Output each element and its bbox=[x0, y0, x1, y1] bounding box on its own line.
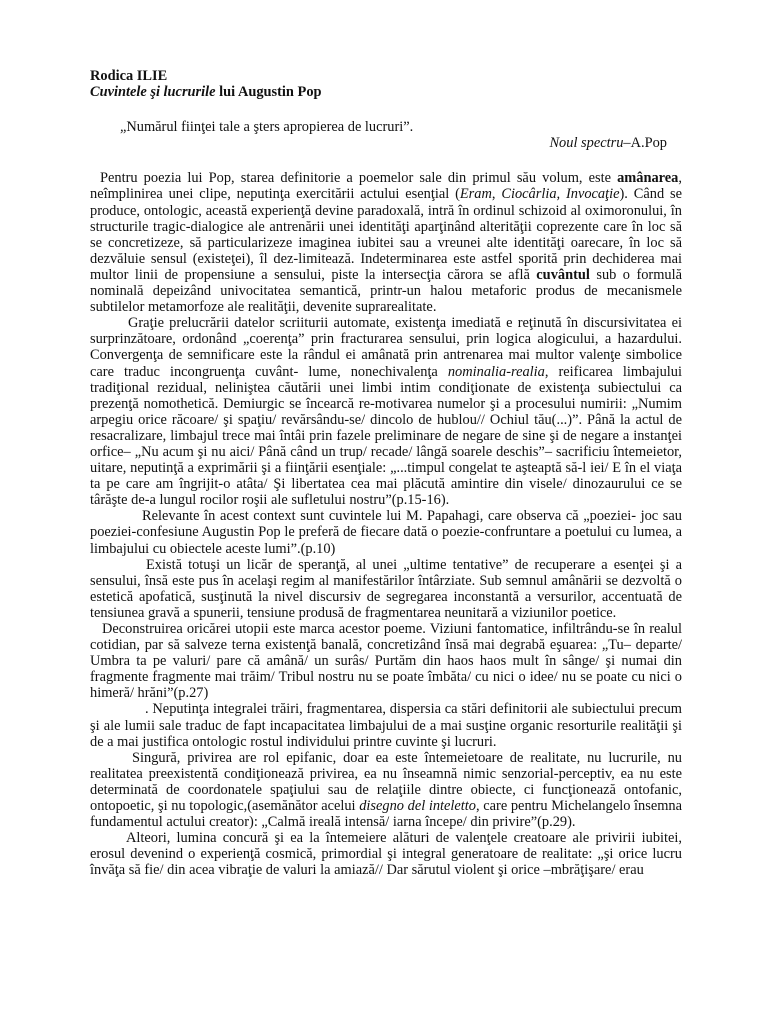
text-run: sub o formulă nominală depeizând univocitatea semantică, printr-un halou metaforic produs de mecanismele subtilelor metamorfoze ale realităţii, devenite suprarealitate. bbox=[90, 266, 682, 316]
motto-source-title: Noul spectru bbox=[549, 135, 624, 152]
text-run: ). Când se produce, ontologic, această experienţă devine paradoxală, intră în ordinul schizoid al oximoronului, în structurile tragic-dialogice ale antrenării unei identităţi aparţinând alterităţii coprezente care în loc să se concretizeze, să particularizeze imaginea iubitei sau a vreunei alte identităţi oarecare, în loc să dezvăluie sensul (existeţei), îl dez-limitează. Indeterminarea este astfel sporită prin dechiderea mai multor linii de propensiune a sensului, piste la intersecţia cărora se află bbox=[90, 186, 682, 283]
paragraph-8: Alteori, lumina concură şi ea la întemeiere alături de valenţele creatoare ale privirii iubitei, erosul devenind o experienţă cosmică, primordial şi integral generatoare de realitate: „şi orice lucru învăţa să fie/ din acea vibraţie de valuri la amiază// Dar sărutul violent şi orice –mbrăţişare/ erau bbox=[90, 830, 682, 879]
text-run: , neîmplinirea unei clipe, neputinţa exercitării actului esenţial ( bbox=[90, 170, 682, 203]
emphasis-italic: Ciocârlia, Invocaţie bbox=[501, 186, 620, 203]
paragraph-5: Deconstruirea oricărei utopii este marca acestor poeme. Viziuni fantomatice, infiltrându-se în realul cotidian, par să salveze terna existenţă banală, concretizând însă mai degrabă eşuarea: „Tu– departe/ Umbra ta pe valuri/ pare că amână/ un surâs/ Purtăm din haos haos mult în sânge/ şi numai din fragmente fragmente mai trăim/ Tribul nostru nu se poate îmbăta/ cu nici o idee/ nu se poate cu nici o himeră/ hrăni”(p.27) bbox=[90, 621, 682, 702]
text-run: , care pentru Michelangelo însemna fundamentul actului creator): „Calmă ireală intensă/ iarna începe/ din privire”(p.29). bbox=[90, 798, 682, 831]
paragraph-4: Există totuşi un licăr de speranţă, al unei „ultime tentative” de recuperare a esenţei şi a sensului, însă este pus în acelaşi regim al manifestărilor întârziate. Sub semnul amânării se dezvoltă o estetică apofatică, susţinută la nivel discursiv de segregarea inconstantă a versurilor, accentuată de tensiunea gravă a spunerii, tensiune produsă de fragmentarea neunitară a viziunilor poetice. bbox=[90, 556, 682, 621]
emphasis-italic: nominalia-realia bbox=[447, 363, 545, 380]
article-title bbox=[90, 84, 682, 100]
paragraph-2 bbox=[90, 315, 682, 508]
paragraph-6: . Neputinţa integralei trăiri, fragmentarea, dispersia ca stări definitorii ale subiectului precum şi ale lumii sale traduc de fapt incapacitatea limbajului de a mai susţine organic resorturile realităţii şi de a mai justifica ontologic rostul individului printre cuvinte şi lucruri. bbox=[90, 701, 682, 750]
motto-source bbox=[90, 135, 682, 151]
emphasis-italic: Eram bbox=[459, 186, 492, 203]
text-run: Singură, privirea are rol epifanic, doar ea este întemeietoare de realitate, nu lucrurile, nu realitatea preexistentă condiţionează privirea, ea nu înseamnă nimic senzorial-perceptiv, ea nu este determinată de coordonatele spaţiului sau de relaţiile dintre obiecte, ci funcţionează ontofanic, ontopoetic, şi nu topologic,(asemănător acelui bbox=[90, 749, 682, 815]
title-rest-part: lui Augustin Pop bbox=[215, 84, 322, 101]
text-run: , bbox=[491, 186, 502, 203]
paragraph-7 bbox=[90, 750, 682, 830]
author-name: Rodica ILIE bbox=[90, 68, 168, 84]
document-page bbox=[90, 68, 682, 879]
emphasis-bold: amânarea bbox=[617, 170, 679, 187]
article-body bbox=[90, 170, 682, 878]
motto-source-author: –A.Pop bbox=[623, 135, 667, 152]
title-italic-part: Cuvintele şi lucrurile bbox=[90, 84, 216, 101]
text-run: , reificarea limbajului tradiţional rezidual, neliniştea căutării unei limbi intim condiţionate de existenţa subiectului ca prezenţă nomothetică. Demiurgic se încearcă re-motivarea numelor şi a procesului numirii: „Numim arpegiu orice răcoare/ şi spaţiu/ revărsându-se/ dincolo de hublou// Ochiul tău(...)”. Până la actul de resacralizare, limbajul trece mai întâi prin fazele preliminare de negare de sine şi de negare a instanţei orfice– „Nu acum şi nu aici/ Până când un trup/ recade/ lângă soarele deschis”– sacrificiu întemeietor, uitare, neputinţă a exprimării şi a fiinţării esenţiale: „...timpul congelat te aşteaptă să-l iei/ E în el viaţa ta pe care am îngrijit-o atâta/ Şi libertatea cea mai plăcută amintire din visele/ dinozaurului ce se târăşte de-a lungul rocilor roşii ale sufletului nostru”(p.15-16). bbox=[90, 363, 682, 509]
paragraph-1 bbox=[90, 170, 682, 315]
text-run: Pentru poezia lui Pop, starea definitorie a poemelor sale din primul său volum, este bbox=[100, 170, 618, 187]
motto-quote: „Numărul fiinţei tale a şters apropierea de lucruri”. bbox=[120, 119, 414, 136]
paragraph-3: Relevante în acest context sunt cuvintele lui M. Papahagi, care observa că „poeziei- joc sau poeziei-confesiune Augustin Pop le preferă de fiecare dată o poezie-confruntare a poetului cu lumea, a limbajului cu obiectele aceste lumi”.(p.10) bbox=[90, 508, 682, 557]
text-run: Graţie prelucrării datelor scriiturii automate, existenţa imediată e reţinută în discursivitatea ei surprinzătoare, ordonând „coerenţa” prin fracturarea sensului, prin logica alogicului, a hazardului. Convergenţa de semnificare este la rândul ei amânată prin antrenarea mai multor valenţe simbolice care traduc incongruenţa cuvânt- lume, nonechivalenţa bbox=[90, 315, 682, 380]
emphasis-italic: disegno del inteletto bbox=[359, 798, 477, 815]
emphasis-bold: cuvântul bbox=[536, 266, 590, 283]
